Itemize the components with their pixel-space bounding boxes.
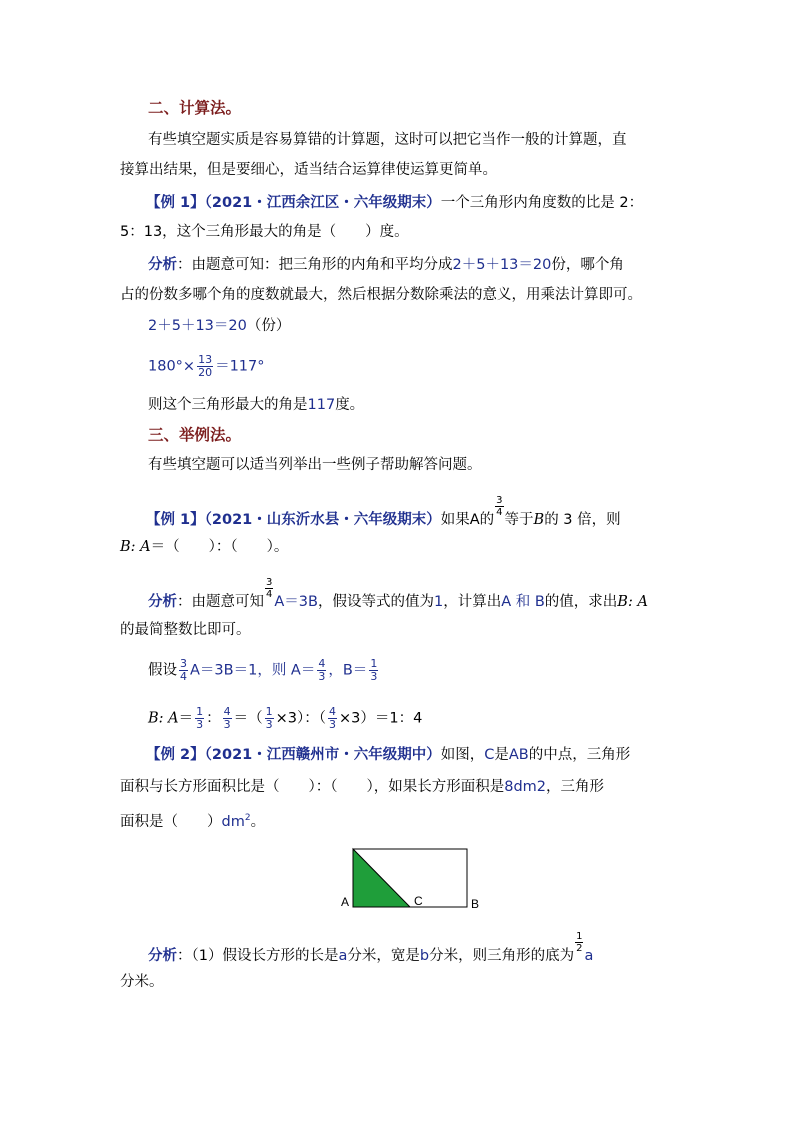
- fraction: $\frac{4}{3}$: [329, 705, 336, 731]
- fraction: $\frac{1}{2}$: [576, 931, 583, 954]
- example-1-question-line2: 5：13，这个三角形最大的角是（ ）度。: [120, 224, 409, 240]
- section-3-intro: 有些填空题可以适当列举出一些例子帮助解答问题。: [148, 457, 482, 473]
- fraction: $\frac{1}{3}$: [265, 705, 273, 731]
- section-2-title: 二、计算法。: [148, 99, 242, 117]
- example-3-2-analysis-line1: 分析：（1）假设长方形的长是a分米，宽是b分米，则三角形的底为 $\frac{1}{2}$ a: [148, 931, 594, 964]
- fraction: $\frac{1}{3}$: [196, 705, 204, 731]
- section-2-intro-line1: 有些填空题实质是容易算错的计算题，这时可以把它当作一般的计算题，直: [148, 132, 627, 148]
- example-3-1-assume: 假设 $\frac{3}{4}$ A＝3B＝1，则 A＝ $\frac{4}{3}$ ，B＝ $\frac{1}{3}$: [148, 657, 378, 683]
- example-3-2-analysis-line2: 分米。: [120, 974, 164, 990]
- example-3-2-question-line1: 【例 2】（2021・江西赣州市・六年级期中）如图，C是AB的中点，三角形: [146, 747, 631, 763]
- example-3-1-question-line2: B: A＝（ ）：（ ）。: [120, 539, 289, 555]
- example-1-analysis-line2: 占的份数多哪个角的度数就最大，然后根据分数除乘法的意义，用乘法计算即可。: [120, 287, 642, 303]
- example-1-answer: 则这个三角形最大的角是117度。: [148, 397, 365, 413]
- example-1-question-line1: [146, 193, 643, 213]
- example-3-2-question-line2: 面积与长方形面积比是（ ）：（ ），如果长方形面积是8dm2，三角形: [120, 779, 605, 795]
- example-3-2-question-line3: 面积是（ ）$dm^2$。: [120, 813, 266, 830]
- example-1-analysis-line1: 分析：由题意可知：把三角形的内角和平均分成2＋5＋13＝20份，哪个角: [148, 257, 624, 273]
- example-question-text: 一个三角形内角度数的比是 2：: [440, 195, 644, 211]
- fraction: $\frac{3}{4}$: [180, 657, 187, 683]
- example-1-step1: 2＋5＋13＝20（份）: [148, 318, 291, 334]
- example-3-1-ratio: B: A＝ $\frac{1}{3}$ ： $\frac{4}{3}$ ＝（ $\frac{1}{3}$ ×3）：（ $\frac{4}{3}$ ×3）＝1：4: [148, 705, 423, 731]
- label-b: B: [471, 897, 480, 911]
- example-1-step2: 180°× $\frac{13}{20}$ ＝117°: [148, 353, 265, 379]
- rectangle-triangle-figure: [338, 842, 488, 914]
- fraction: $\frac{4}{3}$: [223, 705, 231, 731]
- example-3-1-analysis-line1: 分析：由题意可知 $\frac{3}{4}$ A＝3B，假设等式的值为1，计算出A 和 B的值，求出B: A: [148, 577, 648, 610]
- fraction: $\frac{3}{4}$: [266, 577, 273, 600]
- section-2-intro-line2: 接算出结果，但是要细心，适当结合运算律使运算更简单。: [120, 162, 497, 178]
- label-c: C: [414, 894, 423, 908]
- section-3-title: 三、举例法。: [148, 426, 242, 444]
- example-tag: 【例 1】: [146, 195, 205, 211]
- example-source: （2021・江西余江区・六年级期末）: [204, 195, 441, 211]
- fraction: $\frac{3}{4}$: [496, 495, 503, 518]
- analysis-label: 分析: [148, 257, 177, 273]
- example-3-1-analysis-line2: 的最简整数比即可。: [120, 622, 251, 638]
- example-3-1-question-line1: 【例 1】（2021・山东沂水县・六年级期末）如果A的 $\frac{3}{4}$ 等于B的 3 倍，则: [146, 495, 621, 528]
- fraction: $\frac{13}{20}$: [198, 353, 213, 379]
- fraction: $\frac{4}{3}$: [318, 657, 326, 683]
- fraction: $\frac{1}{3}$: [370, 657, 378, 683]
- label-a: A: [341, 895, 350, 909]
